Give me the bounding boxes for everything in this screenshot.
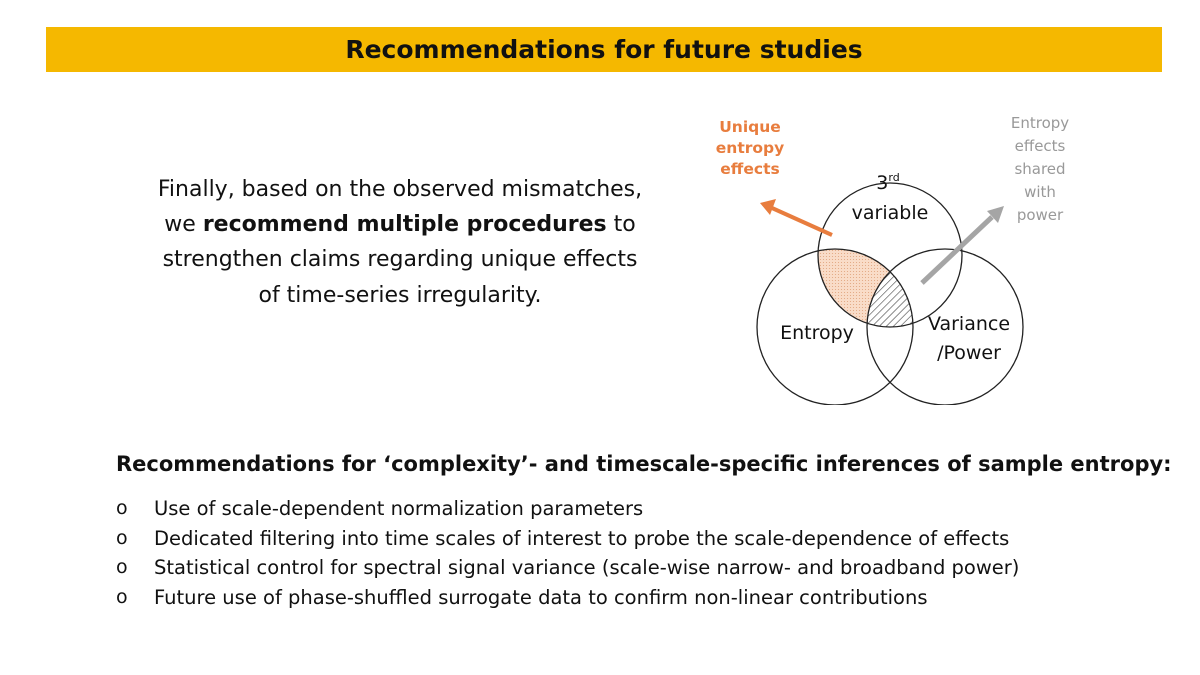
recommendations-list <box>116 494 1019 612</box>
svg-text:with: with <box>1024 183 1056 201</box>
unique-effects-arrow <box>772 208 832 235</box>
entropy-label: Entropy <box>780 322 854 344</box>
bullet-icon: o <box>116 497 128 519</box>
svg-text:power: power <box>1016 206 1064 224</box>
intro-paragraph <box>150 172 650 313</box>
svg-text:Unique: Unique <box>719 118 781 136</box>
list-item <box>116 553 1019 583</box>
third-variable-label: 3rd <box>876 171 900 194</box>
list-item-text: Statistical control for spectral signal variance (scale-wise narrow- and broadband power) <box>154 556 1020 579</box>
recommendations-heading: Recommendations for ‘complexity’- and timescale-specific inferences of sample entropy: <box>116 452 1172 476</box>
variance-label-line2: /Power <box>937 342 1001 364</box>
svg-text:effects: effects <box>1014 137 1066 155</box>
list-item <box>116 524 1019 554</box>
intro-text-bold: recommend multiple procedures <box>202 212 607 238</box>
svg-text:entropy: entropy <box>715 139 785 157</box>
bullet-icon: o <box>116 585 128 608</box>
svg-text:effects: effects <box>720 160 780 178</box>
page-title: Recommendations for future studies <box>345 35 863 64</box>
svg-text:Entropy: Entropy <box>1010 114 1070 132</box>
list-item <box>116 583 1019 613</box>
unique-effects-label <box>716 118 784 178</box>
intro-text-part2: to strengthen claims regarding unique effects of time-series irregularity. <box>162 212 638 308</box>
venn-diagram <box>690 105 1090 405</box>
list-item-text: Dedicated filtering into time scales of interest to probe the scale-dependence of effects <box>154 526 1010 550</box>
shared-effects-label <box>1011 114 1069 224</box>
title-banner <box>46 27 1162 72</box>
bullet-icon: o <box>116 556 128 578</box>
bullet-icon: o <box>116 526 128 549</box>
intro-text-part1: Finally, based on the observed mismatches, we <box>157 177 643 238</box>
list-item-text: Use of scale-dependent normalization parameters <box>154 497 644 520</box>
list-item-text: Future use of phase-shuffled surrogate data to confirm non-linear contributions <box>154 585 928 609</box>
list-item <box>116 494 1019 524</box>
svg-text:shared: shared <box>1014 160 1066 178</box>
third-variable-label-line2: variable <box>851 202 929 224</box>
variance-label-line1: Variance <box>927 313 1011 335</box>
